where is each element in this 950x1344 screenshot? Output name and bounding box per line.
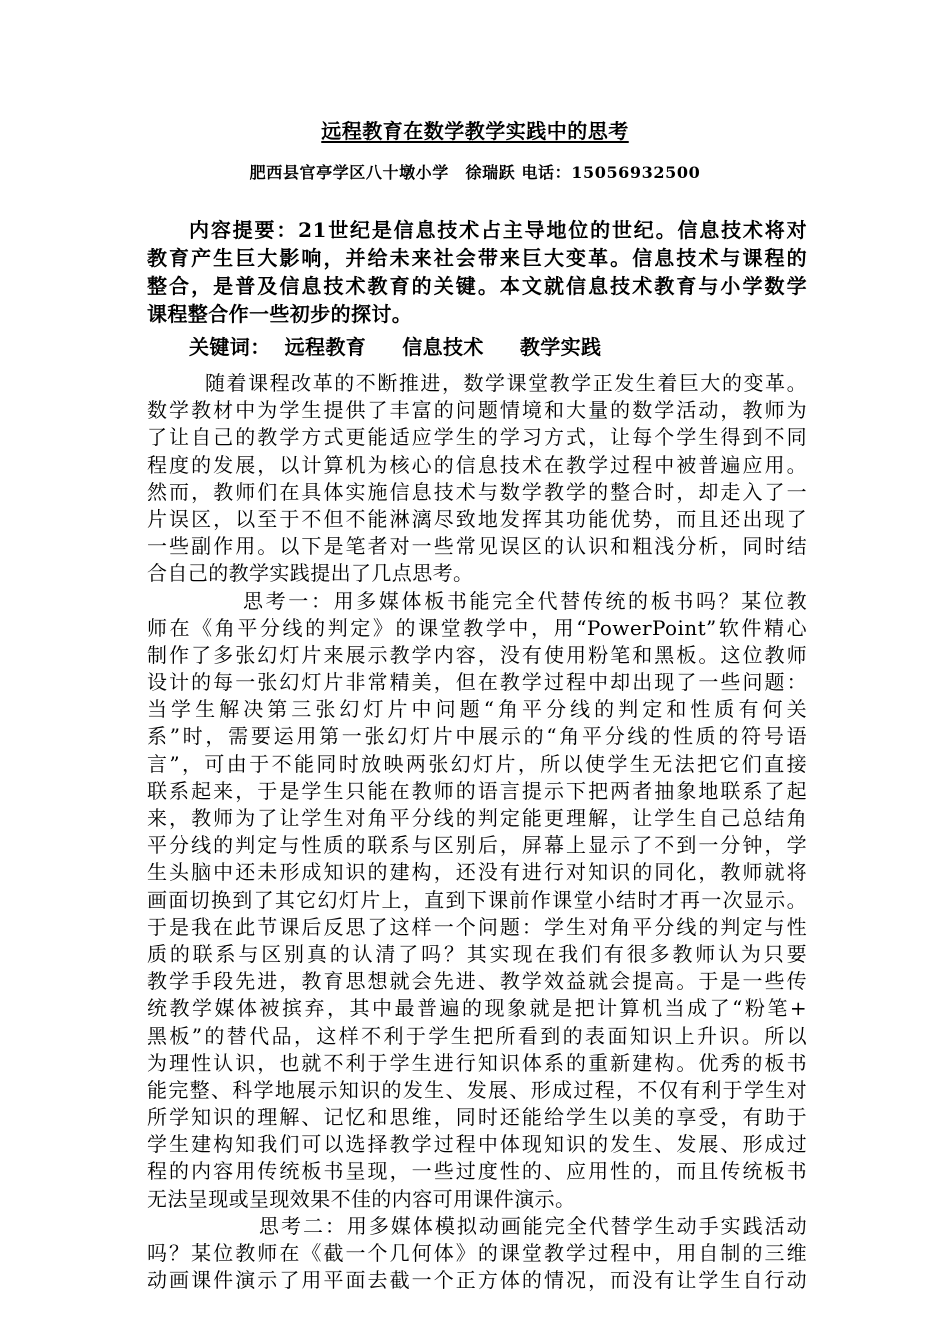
keyword: 教学实践 <box>519 335 602 359</box>
body-line: 了让自己的教学方式更能适应学生的学习方式，让每个学生得到不同 <box>147 425 807 450</box>
body-line: 能完整、科学地展示知识的发生、发展、形成过程，不仅有利于学生对 <box>147 1077 807 1102</box>
author-line: 肥西县官亭学区八十墩小学 徐瑞跃 电话：15056932500 <box>249 163 701 182</box>
body-line: 吗？某位教师在《截一个几何体》的课堂教学过程中，用自制的三维 <box>147 1241 807 1265</box>
body-line: 言”，可由于不能同时放映两张幻灯片，所以使学生无法把它们直接 <box>147 751 807 776</box>
keywords-label: 关键词： <box>189 335 271 359</box>
abstract-line: 课程整合作一些初步的探讨。 <box>147 302 413 326</box>
body-line: 然而，教师们在具体实施信息技术与数学教学的整合时，却走入了一 <box>147 479 807 504</box>
abstract-line: 内容提要：21世纪是信息技术占主导地位的世纪。信息技术将对 <box>189 218 807 242</box>
body-line: 联系起来，于是学生只能在教师的语言提示下把两者抽象地联系了起 <box>147 778 807 803</box>
abstract-line: 教育产生巨大影响，并给未来社会带来巨大变革。信息技术与课程的 <box>147 246 807 270</box>
body-line: 黑板”的替代品，这样不利于学生把所看到的表面知识上升识。所以 <box>147 1023 807 1048</box>
body-line: 程度的发展，以计算机为核心的信息技术在教学过程中被普遍应用。 <box>147 452 807 477</box>
body-line: 片误区，以至于不但不能淋漓尽致地发挥其功能优势，而且还出现了 <box>147 506 807 531</box>
body-line: 于是我在此节课后反思了这样一个问题：学生对角平分线的判定与性 <box>147 914 807 939</box>
keyword: 远程教育 <box>284 335 367 359</box>
keyword: 信息技术 <box>402 335 484 359</box>
body-line: 为理性认识，也就不利于学生进行知识体系的重新建构。优秀的板书 <box>147 1050 807 1075</box>
body-line: 学生建构知我们可以选择教学过程中体现知识的发生、发展、形成过 <box>147 1132 807 1157</box>
body-line: 动画课件演示了用平面去截一个正方体的情况，而没有让学生自行动 <box>147 1268 807 1293</box>
body-line: 合自己的教学实践提出了几点思考。 <box>147 561 474 586</box>
abstract-line: 整合，是普及信息技术教育的关键。本文就信息技术教育与小学数学 <box>147 274 807 298</box>
body-line: 生头脑中还未形成知识的建构，还没有进行对知识的同化，教师就将 <box>147 860 807 885</box>
body-line: 来，教师为了让学生对角平分线的判定能更理解，让学生自己总结角 <box>147 806 807 830</box>
body-line: 统教学媒体被摈弃，其中最普遍的现象就是把计算机当成了“粉笔+ <box>147 996 807 1021</box>
body-line: 系”时，需要运用第一张幻灯片中展示的“角平分线的性质的符号语 <box>147 724 807 749</box>
abstract-section <box>147 216 807 328</box>
body-line: 平分线的判定与性质的联系与区别后，屏幕上显示了不到一分钟，学 <box>147 833 807 858</box>
body-line: 当学生解决第三张幻灯片中问题“角平分线的判定和性质有何关 <box>147 697 807 722</box>
body-line: 制作了多张幻灯片来展示教学内容，没有使用粉笔和黑板。这位教师 <box>147 642 807 667</box>
body-line: 画面切换到了其它幻灯片上，直到下课前作课堂小结时才再一次显示。 <box>147 887 807 912</box>
keywords-section <box>147 333 849 361</box>
body-line: 思考二：用多媒体模拟动画能完全代替学生动手实践活动 <box>259 1213 807 1238</box>
body-text <box>147 370 807 1294</box>
body-line: 教学手段先进，教育思想就会先进、教学效益就会提高。于是一些传 <box>147 969 807 994</box>
body-line: 无法呈现或呈现效果不佳的内容可用课件演示。 <box>147 1186 576 1211</box>
body-line: 师在《角平分线的判定》的课堂教学中，用“PowerPoint”软件精心 <box>147 615 807 640</box>
body-line: 数学教材中为学生提供了丰富的问题情境和大量的数学活动，教师为 <box>147 398 807 423</box>
body-line: 质的联系与区别真的认清了吗？其实现在我们有很多教师认为只要 <box>147 941 807 966</box>
body-line: 思考一：用多媒体板书能完全代替传统的板书吗？某位教 <box>243 588 807 613</box>
body-line: 设计的每一张幻灯片非常精美，但在教学过程中却出现了一些问题： <box>147 670 807 695</box>
body-line: 所学知识的理解、记忆和思维，同时还能给学生以美的享受，有助于 <box>147 1105 807 1130</box>
document-title: 远程教育在数学教学实践中的思考 <box>321 119 629 143</box>
body-line: 程的内容用传统板书呈现，一些过度性的、应用性的，而且传统板书 <box>147 1159 807 1184</box>
body-line: 随着课程改革的不断推进，数学课堂教学正发生着巨大的变革。 <box>205 371 807 395</box>
body-line: 一些副作用。以下是笔者对一些常见误区的认识和粗浅分析，同时结 <box>147 534 807 559</box>
